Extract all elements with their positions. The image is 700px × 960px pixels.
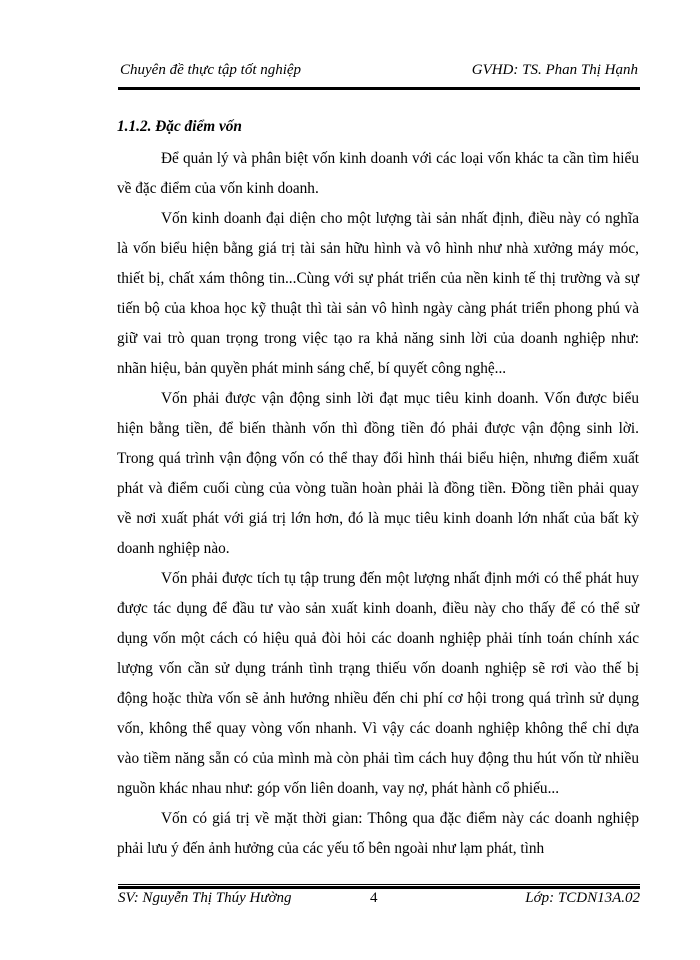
page-footer bbox=[118, 888, 640, 912]
page-number: 4 bbox=[370, 890, 378, 906]
section-heading: 1.1.2. Đặc điểm vốn bbox=[117, 118, 242, 135]
page-header bbox=[120, 62, 638, 84]
paragraph: Vốn phải được tích tụ tập trung đến một lượng nhất định mới có thể phát huy được tác dụng để đầu tư vào sản xuất kinh doanh, điều này cho thấy để có thể sử dụng vốn một cách có hiệu quả đòi hỏi các doanh nghiệp phải tính toán chính xác lượng vốn cần sử dụng tránh tình trạng thiếu vốn doanh nghiệp sẽ rơi vào thế bị động hoặc thừa vốn sẽ ảnh hưởng nhiều đến chi phí cơ hội trong quá trình sử dụng vốn, không thể quay vòng vốn nhanh. Vì vậy các doanh nghiệp không thể chỉ dựa vào tiềm năng sẵn có của mình mà còn phải tìm cách huy động thu hút vốn từ nhiều nguồn khác nhau như: góp vốn liên doanh, vay nợ, phát hành cổ phiếu... bbox=[117, 570, 639, 797]
paragraph: Vốn phải được vận động sinh lời đạt mục tiêu kinh doanh. Vốn được biểu hiện bằng tiền, để biến thành vốn thì đồng tiền đó phải được vận động sinh lời. Trong quá trình vận động vốn có thể thay đổi hình thái biểu hiện, nhưng điểm xuất phát và điểm cuối cùng của vòng tuần hoàn phải là đồng tiền. Đồng tiền phải quay về nơi xuất phát với giá trị lớn hơn, đó là mục tiêu kinh doanh lớn nhất của bất kỳ doanh nghiệp nào. bbox=[117, 390, 639, 557]
paragraph: Để quản lý và phân biệt vốn kinh doanh với các loại vốn khác ta cần tìm hiểu về đặc điểm của vốn kinh doanh. bbox=[117, 150, 639, 197]
paragraph: Vốn có giá trị về mặt thời gian: Thông qua đặc điểm này các doanh nghiệp phải lưu ý đến ảnh hưởng của các yếu tố bên ngoài như lạm phát, tình bbox=[117, 810, 639, 857]
header-divider bbox=[118, 87, 640, 90]
paragraph: Vốn kinh doanh đại diện cho một lượng tài sản nhất định, điều này có nghĩa là vốn biểu hiện bằng giá trị tài sản hữu hình và vô hình như nhà xưởng máy móc, thiết bị, chất xám thông tin...Cùng với sự phát triển của nền kinh tế thị trường và sự tiến bộ của khoa học kỹ thuật thì tài sản vô hình ngày càng phát triển phong phú và giữ vai trò quan trọng trong việc tạo ra khả năng sinh lời của doanh nghiệp như: nhãn hiệu, bản quyền phát minh sáng chế, bí quyết công nghệ... bbox=[117, 210, 639, 377]
header-advisor: GVHD: TS. Phan Thị Hạnh bbox=[471, 62, 638, 78]
footer-student: SV: Nguyễn Thị Thúy Hường bbox=[118, 890, 292, 906]
header-title: Chuyên đề thực tập tốt nghiệp bbox=[120, 62, 302, 78]
document-body bbox=[117, 112, 639, 864]
footer-class: Lớp: TCDN13A.02 bbox=[525, 890, 640, 906]
